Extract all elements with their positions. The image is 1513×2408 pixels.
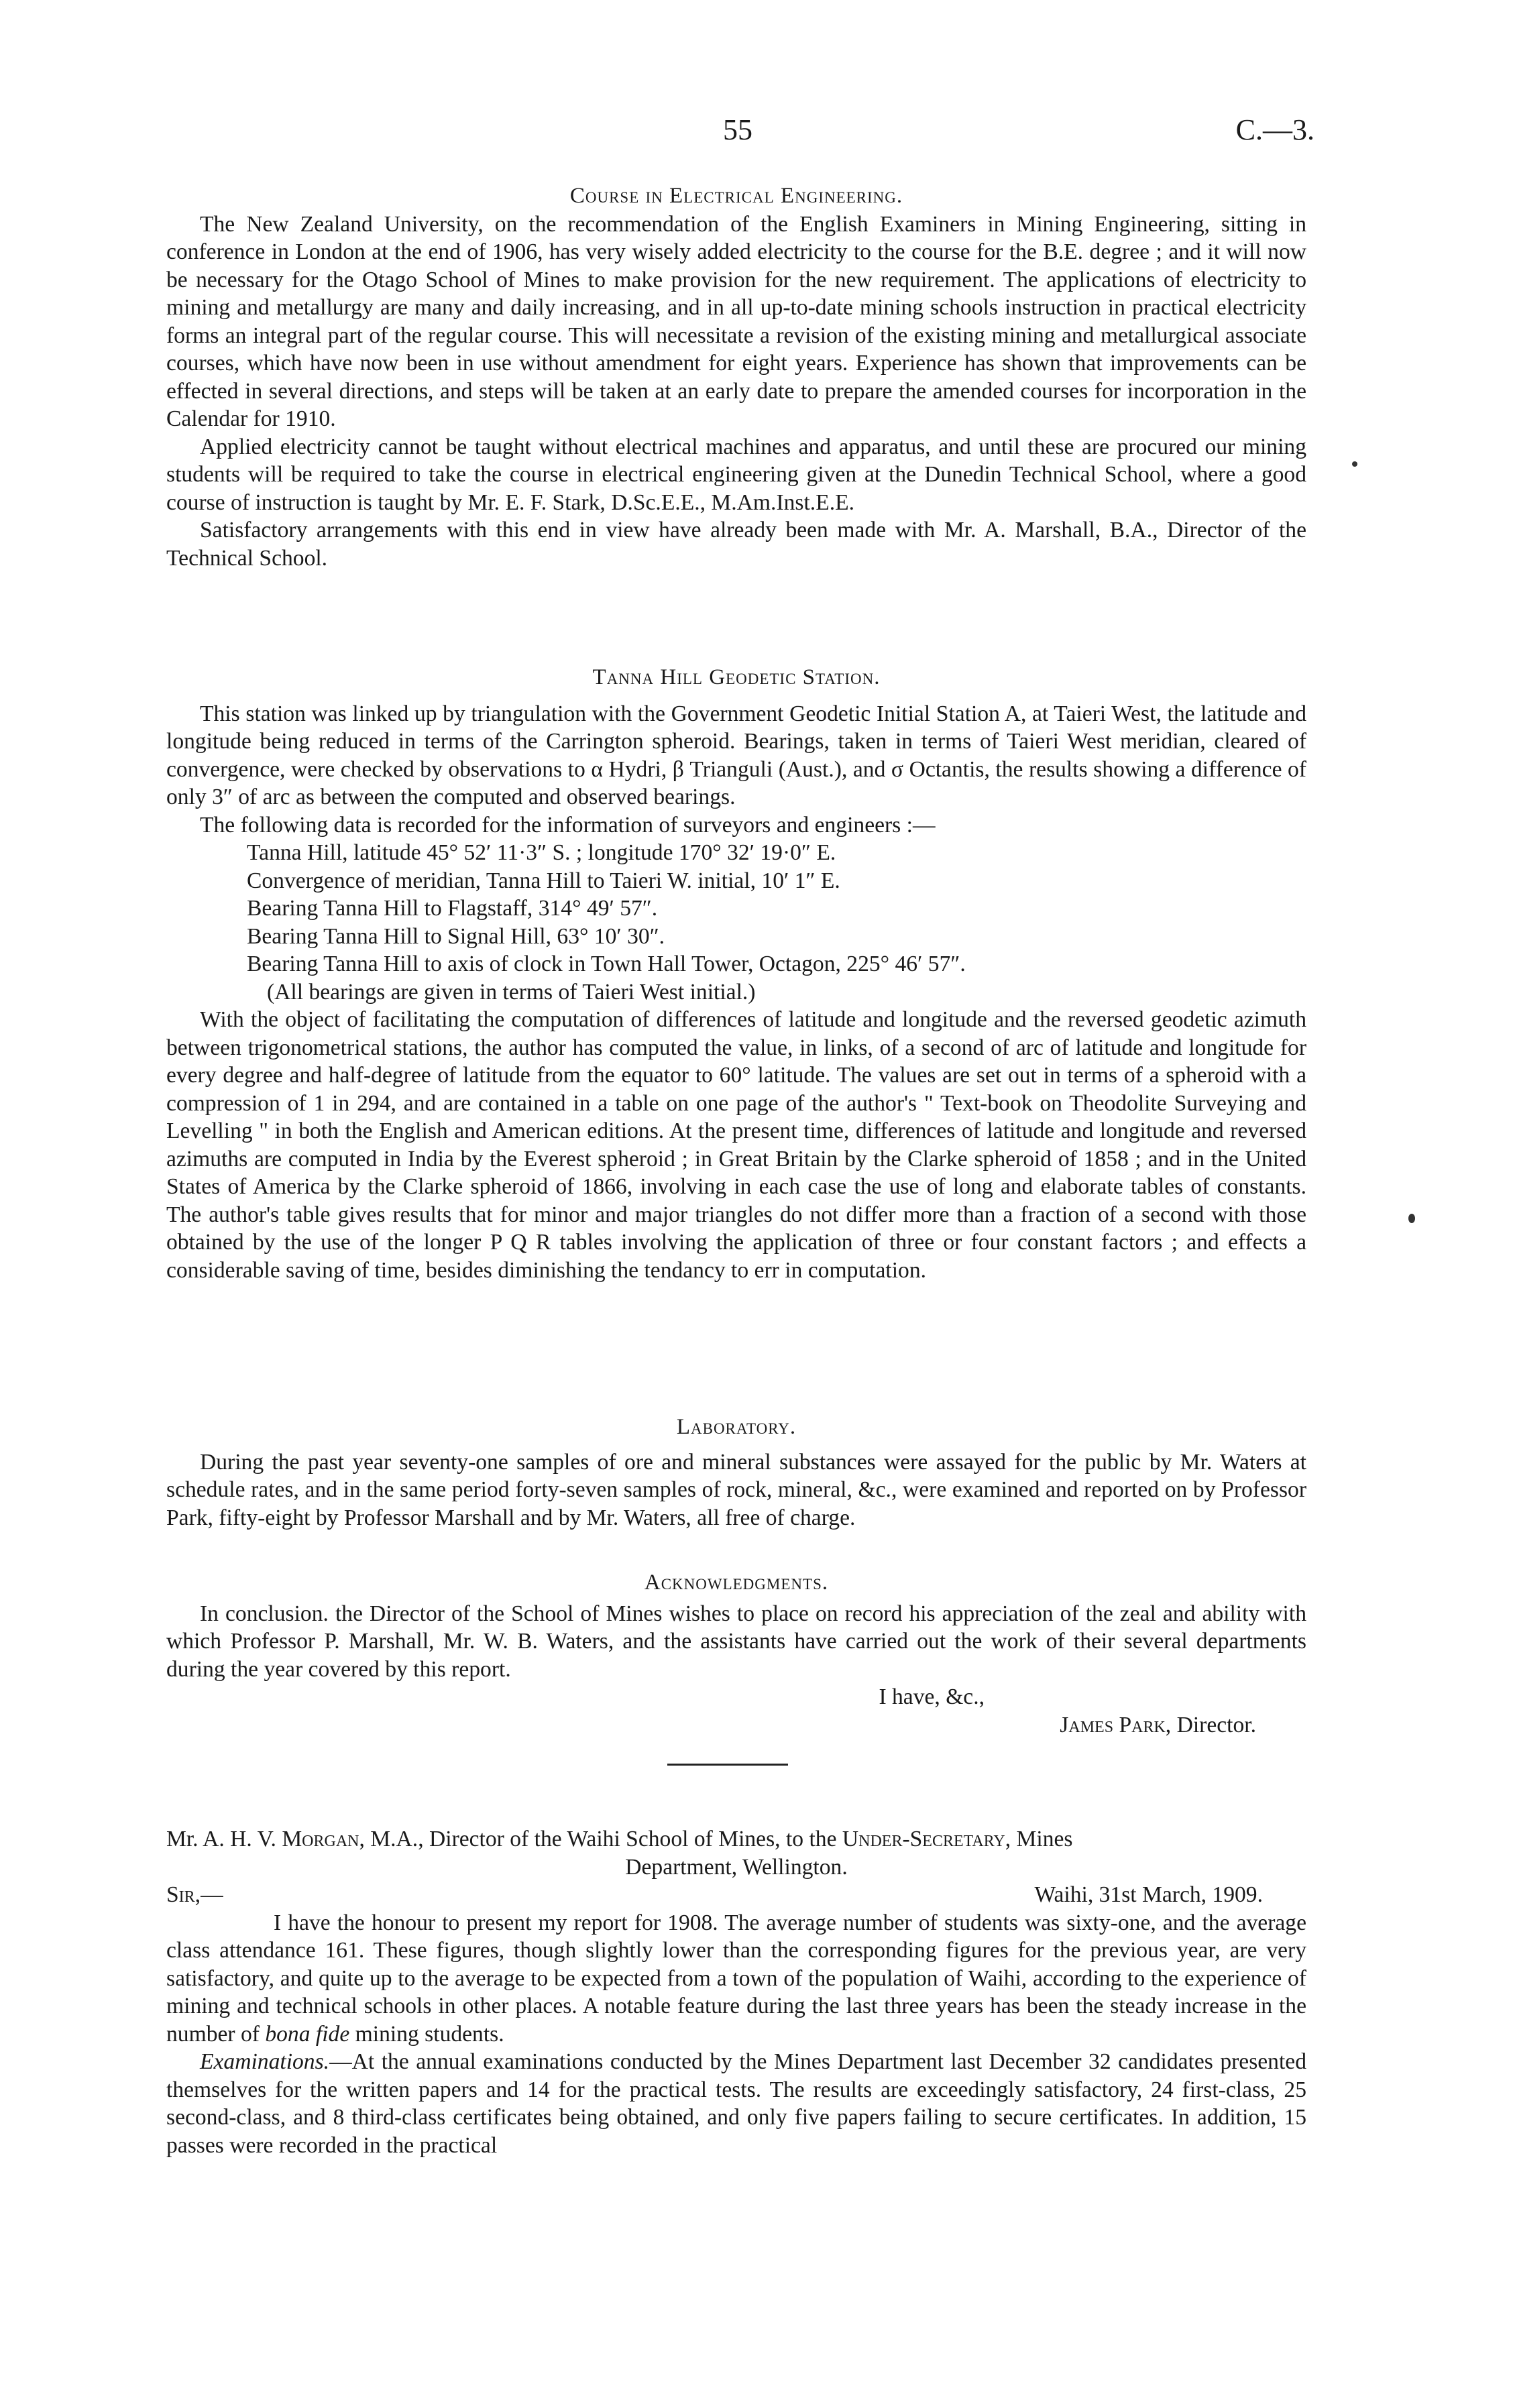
page-number: 55 [723, 113, 752, 146]
section-electrical-engineering [166, 182, 1306, 572]
paragraph: With the object of facilitating the computation of differences of latitude and longitude and the reversed geodetic azimuth between trigonometrical stations, the author has computed the value, in links, of a second of arc of latitude and longitude for every degree and half-degree of latitude from the equator to 60° latitude. The values are set out in terms of a spheroid with a compression of 1 in 294, and are contained in a table on one page of the author's " Text-book on Theodolite Surveying and Levelling " in both the English and American editions. At the present time, differences of latitude and longitude and reversed azimuths are computed in India by the Everest spheroid ; in Great Britain by the Clarke spheroid of 1858 ; and in the United States of America by the Clarke spheroid of 1866, involving in each case the use of long and elaborate tables of constants. The author's table gives results that for minor and major triangles do not differ more than a fraction of a second with those obtained by the use of the longer P Q R tables involving the application of three or four constant factors ; and effects a considerable saving of time, besides diminishing the tendancy to err in computation. [166, 1007, 1306, 1283]
signer-title: , Director. [1165, 1712, 1256, 1737]
heading-acknowledgments: Acknowledgments. [644, 1570, 829, 1595]
section-tanna-hill [166, 664, 1306, 1284]
bearings-note: (All bearings are given in terms of Taieri West initial.) [267, 979, 756, 1005]
paragraph: Examinations.—At the annual examinations conducted by the Mines Department last December 32 candidates presented themselves for the written papers and 14 for the practical tests. The results are exceedingly satisfactory, 24 first-class, 25 second-class, and 8 third-class certificates being obtained, and only five papers failing to secure certificates. In addition, 15 passes were recorded in the practical [166, 2049, 1306, 2158]
section-acknowledgments [166, 1569, 1306, 1739]
data-line: Convergence of meridian, Tanna Hill to Taieri W. initial, 10′ 1″ E. [247, 868, 840, 893]
subheading-examinations: Examinations. [200, 2049, 330, 2074]
addressor-name: Morgan [282, 1827, 359, 1851]
address-line-2: Department, Wellington. [625, 1854, 848, 1880]
paragraph: In conclusion. the Director of the School of Mines wishes to place on record his appreciation of the zeal and ability with which Professor P. Marshall, Mr. W. B. Waters, and the assistants have carried out the work of their several departments during the year covered by this report. [166, 1601, 1306, 1682]
section-divider [667, 1764, 788, 1766]
section-waihi-report [166, 1825, 1306, 2159]
signature [166, 1711, 1306, 1739]
data-line: Bearing Tanna Hill to Signal Hill, 63° 10′ 30″. [247, 923, 665, 949]
closing: I have, &c., [879, 1684, 985, 1709]
signer-name: James Park [1060, 1712, 1166, 1737]
address-line: Mr. A. H. V. Morgan, M.A., Director of the Waihi School of Mines, to the Under-Secretary, Mines [166, 1827, 1073, 1851]
print-speck [1352, 461, 1357, 467]
salutation: Sir,— [166, 1882, 223, 1907]
paragraph: This station was linked up by triangulation with the Government Geodetic Initial Station A, at Taieri West, the latitude and longitude being reduced in terms of the Carrington spheroid. Bearings, taken in terms of Taieri West meridian, cleared of convergence, were checked by observations to α Hydri, β Trianguli (Aust.), and σ Octantis, the results showing a difference of only 3″ of arc as between the computed and observed bearings. [166, 701, 1306, 809]
paragraph: I have the honour to present my report for 1908. The average number of students was sixty-one, and the average class attendance 161. These figures, though slightly lower than the corresponding figures for the previous year, are very satisfactory, and quite up to the average to be expected from a town of the population of Waihi, according to the experience of mining and technical schools in other places. A notable feature during the last three years has been the steady increase in the number of bona fide mining students. [166, 1910, 1306, 2047]
paragraph: During the past year seventy-one samples of ore and mineral substances were assayed for the public by Mr. Waters at schedule rates, and in the same period forty-seven samples of rock, mineral, &c., were examined and reported on by Professor Park, fifty-eight by Professor Marshall and by Mr. Waters, all free of charge. [166, 1449, 1306, 1530]
heading-electrical-engineering: Course in Electrical Engineering. [569, 184, 903, 208]
paragraph: The following data is recorded for the information of surveyors and engineers :— [200, 812, 936, 838]
data-line: Bearing Tanna Hill to axis of clock in Town Hall Tower, Octagon, 225° 46′ 57″. [247, 952, 966, 976]
report-reference: C.—3. [1235, 113, 1314, 146]
heading-laboratory: Laboratory. [676, 1415, 797, 1439]
data-line: Bearing Tanna Hill to Flagstaff, 314° 49′ 57″. [247, 896, 658, 921]
addressee: Under-Secretary [842, 1827, 1005, 1851]
print-speck [1408, 1214, 1415, 1223]
section-laboratory [166, 1414, 1306, 1532]
data-line: Tanna Hill, latitude 45° 52′ 11·3″ S. ; longitude 170° 32′ 19·0″ E. [247, 840, 836, 865]
italic-phrase: bona fide [265, 2021, 350, 2047]
heading-tanna-hill: Tanna Hill Geodetic Station. [592, 665, 881, 689]
paragraph: Applied electricity cannot be taught without electrical machines and apparatus, and until these are procured our mining students will be required to take the course in electrical engineering given at the Dunedin Technical School, where a good course of instruction is taught by Mr. E. F. Stark, D.Sc.E.E., M.Am.Inst.E.E. [166, 434, 1306, 515]
paragraph: Satisfactory arrangements with this end in view have already been made with Mr. A. Marshall, B.A., Director of the Technical School. [166, 518, 1306, 571]
paragraph: The New Zealand University, on the recommendation of the English Examiners in Mining Engineering, sitting in conference in London at the end of 1906, has very wisely added electricity to the course for the B.E. degree ; and it will now be necessary for the Otago School of Mines to make provision for the new requirement. The applications of electricity to mining and metallurgy are many and daily increasing, and in all up-to-date mining schools instruction in practical electricity forms an integral part of the regular course. This will necessitate a revision of the existing mining and metallurgical associate courses, which have now been in use without amendment for eight years. Experience has shown that improvements can be effected in several directions, and steps will be taken at an early date to prepare the amended courses for incorporation in the Calendar for 1910. [166, 211, 1306, 431]
salutation-row [166, 1881, 1306, 1909]
place-date: Waihi, 31st March, 1909. [1034, 1882, 1263, 1907]
